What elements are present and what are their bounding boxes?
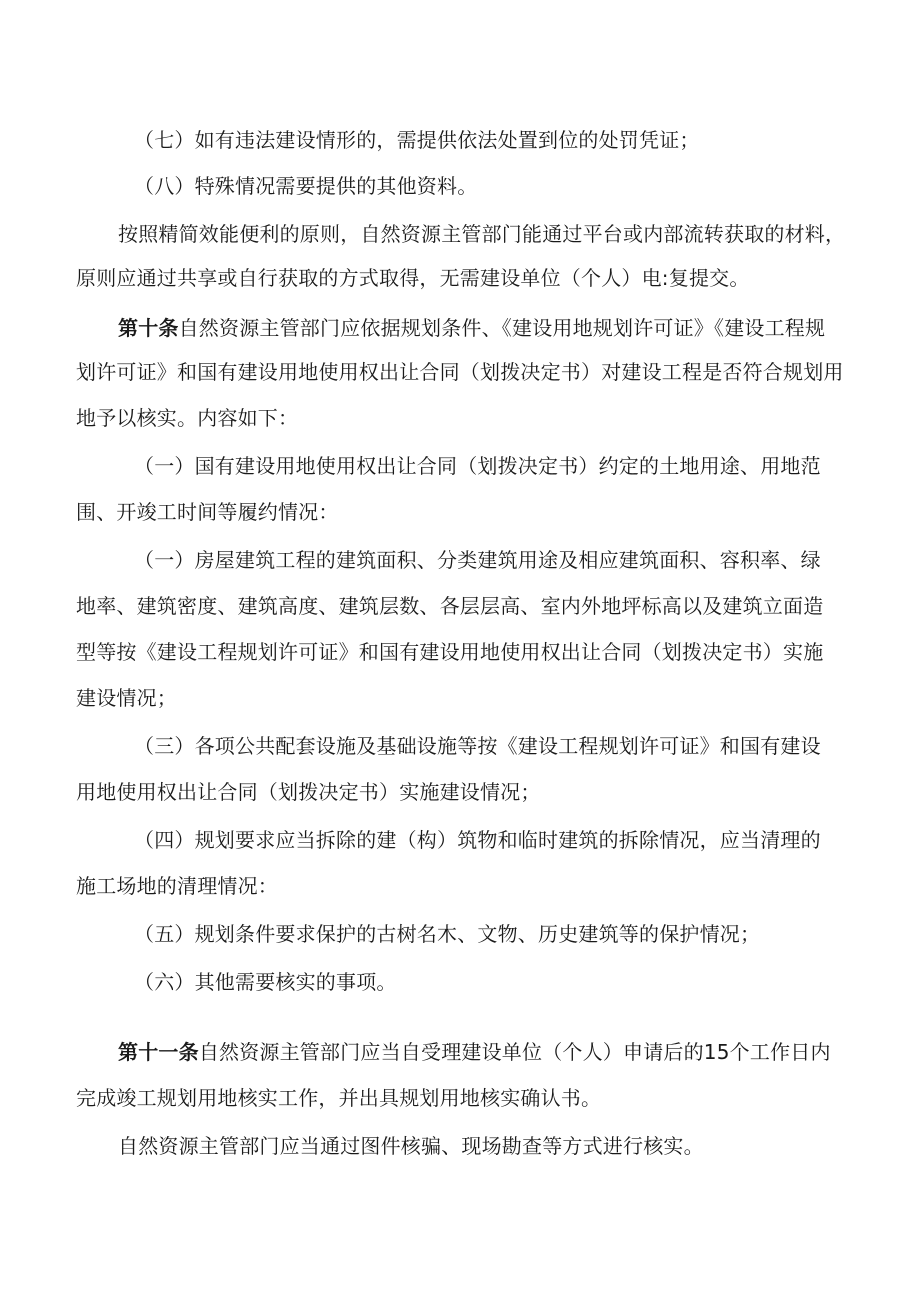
paragraph-line: （六）其他需要核实的事项。	[134, 970, 397, 994]
paragraph-line	[118, 1040, 831, 1064]
paragraph-line: （八）特殊情况需要提供的其他资料。	[134, 174, 478, 198]
paragraph-line: 型等按《建设工程规划许可证》和国有建设用地使用权出让合同（划拨决定书）实施	[76, 640, 824, 664]
paragraph-line: 划许可证》和国有建设用地使用权出让合同（划拨决定书）对建设工程是否符合规划用	[76, 360, 844, 384]
paragraph-line: （三）各项公共配套设施及基础设施等按《建设工程规划许可证》和国有建设	[134, 734, 821, 758]
article-text: 自然资源主管部门应依据规划条件、《建设用地规划许可证》《建设工程规	[178, 316, 826, 340]
paragraph-line	[118, 316, 825, 340]
paragraph-line: （七）如有违法建设情形的，需提供依法处置到位的处罚凭证；	[134, 128, 700, 152]
paragraph-line: 原则应通过共享或自行获取的方式取得，无需建设单位（个人）电:复提交。	[76, 266, 750, 290]
paragraph-line: （一）房屋建筑工程的建筑面积、分类建筑用途及相应建筑面积、容积率、绿	[134, 548, 821, 572]
paragraph-line: 按照精简效能便利的原则，自然资源主管部门能通过平台或内部流转获取的材料，	[118, 222, 846, 246]
article-text: 自然资源主管部门应当自受理建设单位（个人）申请后的15个工作日内	[198, 1040, 831, 1064]
paragraph-line: 地率、建筑密度、建筑高度、建筑层数、各层层高、室内外地坪标高以及建筑立面造	[76, 594, 824, 618]
paragraph-line: 自然资源主管部门应当通过图件核骗、现场勘查等方式进行核实。	[118, 1134, 704, 1158]
paragraph-line: （一）国有建设用地使用权出让合同（划拨决定书）约定的土地用途、用地范	[134, 454, 821, 478]
paragraph-line: 施工场地的清理情况：	[76, 874, 278, 898]
paragraph-line: 完成竣工规划用地核实工作，并出具规划用地核实确认书。	[76, 1086, 602, 1110]
paragraph-line: 建设情况；	[76, 686, 177, 710]
paragraph-line: 地予以核实。内容如下：	[76, 406, 299, 430]
paragraph-line: （五）规划条件要求保护的古树名木、文物、历史建筑等的保护情况；	[134, 922, 761, 946]
article-number: 第十一条	[118, 1040, 199, 1064]
article-number: 第十条	[118, 316, 179, 340]
paragraph-line: 围、开竣工时间等履约情况：	[76, 500, 339, 524]
paragraph-line: （四）规划要求应当拆除的建（构）筑物和临时建筑的拆除情况，应当清理的	[134, 828, 821, 852]
paragraph-line: 用地使用权出让合同（划拨决定书）实施建设情况；	[76, 780, 541, 804]
